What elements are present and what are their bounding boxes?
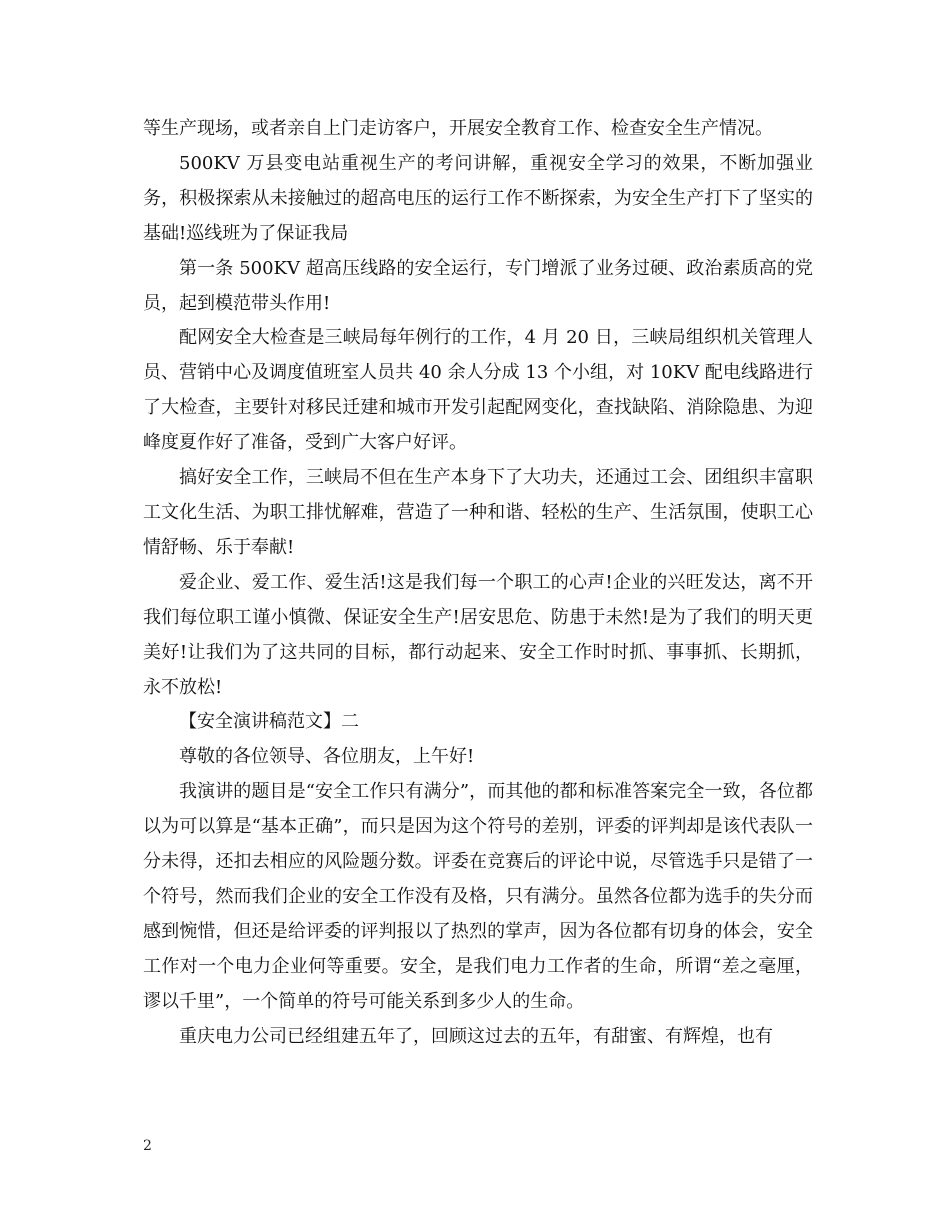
paragraph: 500KV 万县变电站重视生产的考问讲解，重视安全学习的效果，不断加强业务，积极探索从未接触过的超高电压的运行工作不断探索，为安全生产打下了坚实的基础!巡线班为了保证我局 [143, 152, 813, 244]
paragraph: 第一条 500KV 超高压线路的安全运行，专门增派了业务过硬、政治素质高的党员，起到模范带头作用! [143, 257, 813, 314]
paragraph: 爱企业、爱工作、爱生活!这是我们每一个职工的心声!企业的兴旺发达，离不开我们每位职工谨小慎微、保证安全生产!居安思危、防患于未然!是为了我们的明天更美好!让我们为了这共同的目标，都行动起来、安全工作时时抓、事事抓、长期抓，永不放松! [143, 571, 813, 698]
page-number: 2 [143, 1138, 152, 1154]
document-body [143, 112, 813, 1054]
paragraph: 搞好安全工作，三峡局不但在生产本身下了大功夫，还通过工会、团组织丰富职工文化生活、为职工排忧解难，营造了一种和谐、轻松的生产、生活氛围，使职工心情舒畅、乐于奉献! [143, 467, 813, 558]
paragraph: 配网安全大检查是三峡局每年例行的工作，4 月 20 日，三峡局组织机关管理人员、营销中心及调度值班室人员共 40 余人分成 13 个小组，对 10KV 配电线路进行了大检查，主要针对移民迁建和城市开发引起配网变化，查找缺陷、消除隐患、为迎峰度夏作好了准备，受到广大客户好评。 [143, 327, 813, 454]
paragraph: 重庆电力公司已经组建五年了，回顾这过去的五年，有甜蜜、有辉煌，也有 [179, 1025, 773, 1047]
paragraph: 我演讲的题目是“安全工作只有满分”，而其他的都和标准答案完全一致，各位都以为可以算是“基本正确”，而只是因为这个符号的差别，评委的评判却是该代表队一分未得，还扣去相应的风险题分数。评委在竞赛后的评论中说，尽管选手只是错了一个符号，然而我们企业的安全工作没有及格，只有满分。虽然各位都为选手的失分而感到惋惜，但还是给评委的评判报以了热烈的掌声，因为各位都有切身的体会，安全工作对一个电力企业何等重要。安全，是我们电力工作者的生命，所谓“差之毫厘，谬以千里”，一个简单的符号可能关系到多少人的生命。 [143, 781, 813, 1012]
section-heading: 【安全演讲稿范文】二 [179, 711, 359, 733]
greeting-paragraph: 尊敬的各位领导、各位朋友，上午好! [179, 746, 475, 768]
paragraph: 等生产现场，或者亲自上门走访客户，开展安全教育工作、检查安全生产情况。 [143, 118, 773, 139]
